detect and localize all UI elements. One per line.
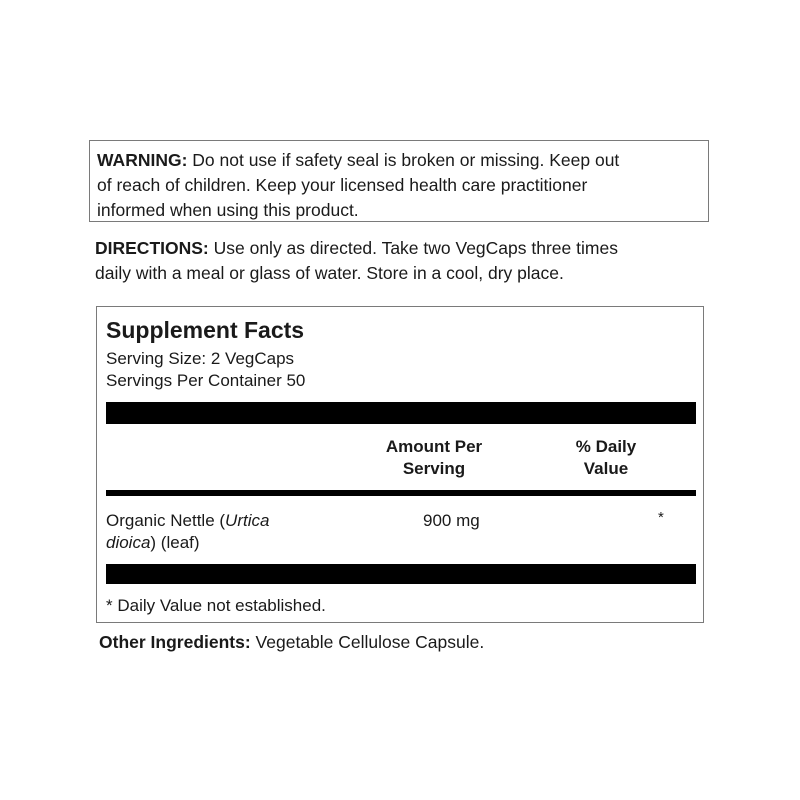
directions-block bbox=[95, 236, 715, 286]
nutrient-amount: 900 mg bbox=[423, 511, 480, 530]
other-ingredients-text: Vegetable Cellulose Capsule. bbox=[250, 632, 485, 652]
other-ingredients-label: Other Ingredients: bbox=[99, 632, 251, 652]
nutrient-latin-genus: Urtica bbox=[225, 511, 270, 530]
daily-value-header bbox=[543, 436, 669, 480]
directions-label: DIRECTIONS: bbox=[95, 238, 209, 258]
amount-header-line-2: Serving bbox=[402, 459, 466, 478]
servings-per-container: Servings Per Container 50 bbox=[106, 371, 306, 390]
nutrient-latin-species: dioica bbox=[106, 533, 151, 552]
supplement-facts-panel bbox=[96, 306, 704, 623]
dv-header-line-2: Value bbox=[583, 459, 629, 478]
warning-box bbox=[89, 140, 709, 222]
amount-per-serving-header bbox=[344, 436, 524, 480]
directions-line-1 bbox=[95, 236, 715, 261]
warning-line-2: of reach of children. Keep your licensed health care practitioner bbox=[97, 175, 588, 195]
daily-value-footnote: * Daily Value not established. bbox=[106, 596, 326, 615]
nutrient-name-prefix: Organic Nettle ( bbox=[106, 511, 226, 530]
warning-line-1 bbox=[97, 148, 701, 173]
other-ingredients bbox=[99, 630, 484, 654]
thick-divider-bottom bbox=[106, 564, 696, 584]
amount-header-line-1: Amount Per bbox=[385, 437, 483, 456]
nutrient-name-suffix: ) (leaf) bbox=[150, 533, 200, 552]
warning-text-1: Do not use if safety seal is broken or missing. Keep out bbox=[187, 150, 620, 170]
warning-label: WARNING: bbox=[97, 150, 188, 170]
directions-line-2: daily with a meal or glass of water. Store in a cool, dry place. bbox=[95, 263, 564, 283]
directions-text-1: Use only as directed. Take two VegCaps three times bbox=[208, 238, 618, 258]
serving-size: Serving Size: 2 VegCaps bbox=[106, 349, 295, 368]
medium-divider bbox=[106, 490, 696, 496]
thick-divider-top bbox=[106, 402, 696, 424]
warning-line-3: informed when using this product. bbox=[97, 200, 359, 220]
nutrient-daily-value: * bbox=[658, 509, 664, 526]
dv-header-line-1: % Daily bbox=[575, 437, 637, 456]
nutrient-name bbox=[106, 510, 336, 554]
facts-title: Supplement Facts bbox=[106, 317, 305, 343]
